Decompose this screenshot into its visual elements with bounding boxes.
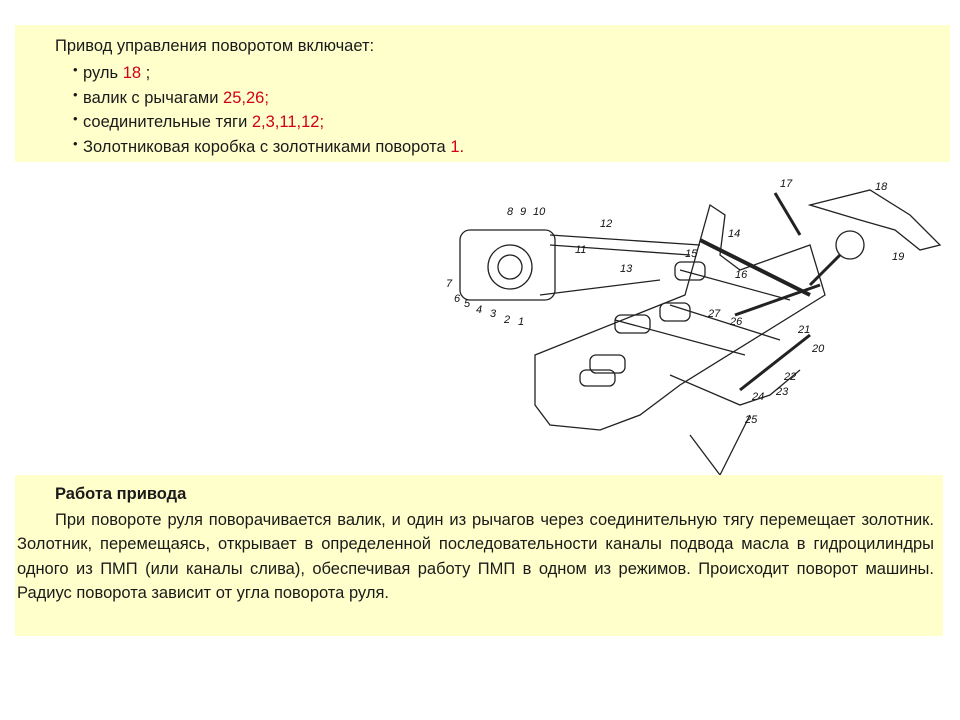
bellows-left: [615, 315, 650, 333]
steering-wheel-18: [810, 190, 940, 250]
rod-12: [550, 235, 700, 245]
shaft-14: [700, 240, 810, 295]
figure-label: 22: [784, 371, 797, 383]
operation-title: Работа привода: [55, 485, 187, 503]
lever-shaft: [735, 285, 820, 315]
list-item: [75, 86, 464, 111]
list-item: [75, 110, 464, 135]
figure-label: 5: [464, 298, 471, 310]
item-text: Золотниковая коробка с золотниками поворота: [83, 137, 451, 156]
lever-17: [775, 193, 800, 235]
item-ref: 18: [122, 64, 142, 82]
shaft-25: [740, 335, 810, 390]
bullet-icon: •: [73, 86, 78, 102]
item-text: руль: [83, 64, 123, 82]
figure-label: 15: [685, 248, 698, 260]
figure-label: 17: [780, 178, 793, 190]
rod-27: [615, 320, 745, 355]
operation-paragraph: При повороте руля поворачивается валик, и один из рычагов через соединительную тягу перемещает золотник. Золотник, перемещаясь, открывает в определенной последовательности каналы подвода масла в гидроцилиндры одного из ПМП (или каналы слива), обеспечивая работу ПМП в одном из режимов. Происходит поворот машины. Радиус поворота зависит от угла поворота руля.: [17, 511, 934, 602]
figure-label: 18: [875, 181, 888, 193]
figure-label: 4: [476, 304, 483, 316]
item-text: валик с рычагами: [83, 88, 224, 107]
list-item: [75, 135, 464, 160]
plate-bottom: [690, 415, 750, 475]
gearbox-hub: [498, 255, 522, 279]
item-ref: 2,3,11,12;: [251, 113, 325, 131]
steering-drive-summary-box: [15, 25, 950, 162]
figure-label: 9: [520, 206, 527, 218]
figure-label: 8: [507, 206, 514, 218]
figure-label: 24: [752, 391, 765, 403]
list-item: [75, 61, 464, 86]
figure-label: 14: [728, 228, 741, 240]
figure-label: 27: [708, 308, 721, 320]
rod-26: [670, 305, 780, 340]
rod-11: [550, 245, 690, 255]
gearbox-cover: [488, 245, 532, 289]
figure-label: 16: [735, 269, 748, 281]
figure-label: 12: [600, 218, 613, 230]
drive-operation-box: [15, 475, 943, 636]
component-list: [75, 61, 464, 159]
summary-heading: Привод управления поворотом включает:: [55, 37, 375, 55]
item-ref: 1.: [450, 137, 465, 156]
bellows-middle: [660, 303, 690, 321]
bullet-icon: •: [73, 62, 78, 77]
steering-drive-diagram: [440, 175, 960, 475]
figure-label: 7: [446, 278, 453, 290]
item-text: соединительные тяги: [83, 113, 252, 131]
figure-label: 3: [490, 308, 497, 320]
rod-13: [540, 280, 660, 295]
steering-column-hub: [836, 231, 864, 259]
figure-label: 2: [504, 314, 511, 326]
figure-label: 10: [533, 206, 546, 218]
bullet-icon: •: [73, 135, 78, 151]
figure-label: 21: [798, 324, 811, 336]
figure-label: 19: [892, 251, 905, 263]
figure-label: 23: [776, 386, 789, 398]
item-ref: 25,26;: [223, 88, 269, 107]
bullet-icon: •: [73, 111, 78, 126]
figure-label: 13: [620, 263, 633, 275]
figure-label: 11: [575, 244, 587, 256]
item-suffix: ;: [141, 64, 151, 82]
figure-label: 20: [812, 343, 825, 355]
figure-label: 6: [454, 293, 461, 305]
figure-label: 25: [745, 414, 758, 426]
figure-label: 26: [730, 316, 743, 328]
figure-label: 1: [518, 316, 525, 328]
